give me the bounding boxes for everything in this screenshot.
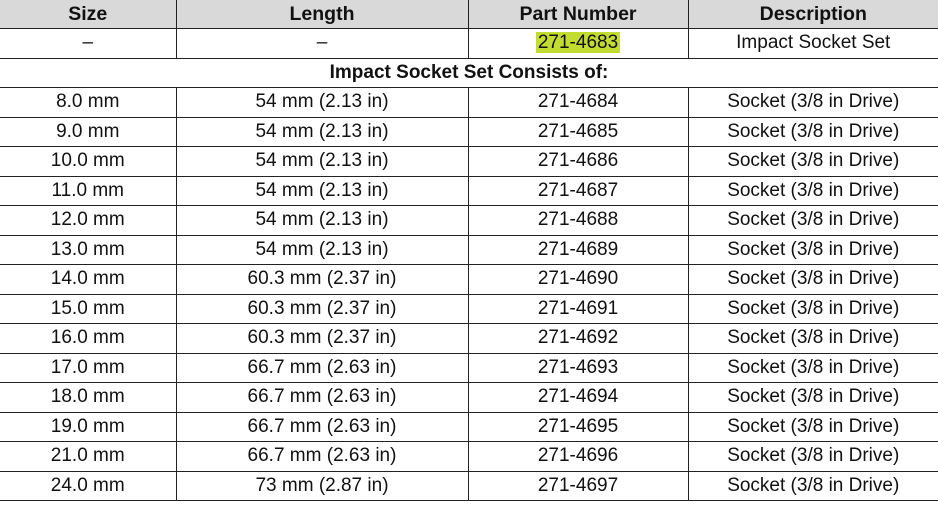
length-cell: 73 mm (2.87 in) [176, 471, 468, 501]
part-number-cell: 271-4684 [468, 88, 688, 118]
set-row [0, 29, 938, 59]
table-row [0, 88, 938, 118]
table-row [0, 324, 938, 354]
table-body [0, 29, 938, 501]
description-cell: Socket (3/8 in Drive) [688, 206, 938, 236]
table-row [0, 412, 938, 442]
table-row [0, 265, 938, 295]
part-number-cell: 271-4685 [468, 117, 688, 147]
size-cell: 21.0 mm [0, 442, 176, 472]
table-row [0, 294, 938, 324]
header-description: Description [688, 0, 938, 29]
part-number-cell: 271-4693 [468, 353, 688, 383]
description-cell: Socket (3/8 in Drive) [688, 324, 938, 354]
part-number-cell: 271-4691 [468, 294, 688, 324]
table-row [0, 235, 938, 265]
description-cell: Socket (3/8 in Drive) [688, 471, 938, 501]
part-number-cell: 271-4694 [468, 383, 688, 413]
table-row [0, 147, 938, 177]
size-cell: 9.0 mm [0, 117, 176, 147]
size-cell: 14.0 mm [0, 265, 176, 295]
size-cell: 12.0 mm [0, 206, 176, 236]
table-row [0, 117, 938, 147]
size-cell: 19.0 mm [0, 412, 176, 442]
size-cell: 10.0 mm [0, 147, 176, 177]
section-title: Impact Socket Set Consists of: [0, 58, 938, 88]
table-row [0, 471, 938, 501]
description-cell: Socket (3/8 in Drive) [688, 235, 938, 265]
length-cell: 54 mm (2.13 in) [176, 147, 468, 177]
header-length: Length [176, 0, 468, 29]
length-cell: 60.3 mm (2.37 in) [176, 294, 468, 324]
length-cell: 66.7 mm (2.63 in) [176, 412, 468, 442]
set-part-number-cell [468, 29, 688, 59]
part-number-cell: 271-4686 [468, 147, 688, 177]
table-row [0, 206, 938, 236]
description-cell: Socket (3/8 in Drive) [688, 265, 938, 295]
table-row [0, 176, 938, 206]
set-size-cell: – [0, 29, 176, 59]
part-number-cell: 271-4687 [468, 176, 688, 206]
header-part-number: Part Number [468, 0, 688, 29]
table-row [0, 383, 938, 413]
section-row [0, 58, 938, 88]
part-number-cell: 271-4690 [468, 265, 688, 295]
length-cell: 66.7 mm (2.63 in) [176, 383, 468, 413]
size-cell: 8.0 mm [0, 88, 176, 118]
description-cell: Socket (3/8 in Drive) [688, 353, 938, 383]
length-cell: 54 mm (2.13 in) [176, 176, 468, 206]
header-size: Size [0, 0, 176, 29]
set-length-cell: – [176, 29, 468, 59]
size-cell: 24.0 mm [0, 471, 176, 501]
part-number-cell: 271-4697 [468, 471, 688, 501]
table-row [0, 442, 938, 472]
part-number-cell: 271-4688 [468, 206, 688, 236]
description-cell: Socket (3/8 in Drive) [688, 117, 938, 147]
part-number-cell: 271-4689 [468, 235, 688, 265]
set-description-cell: Impact Socket Set [688, 29, 938, 59]
length-cell: 54 mm (2.13 in) [176, 88, 468, 118]
size-cell: 11.0 mm [0, 176, 176, 206]
description-cell: Socket (3/8 in Drive) [688, 442, 938, 472]
table-header [0, 0, 938, 29]
set-part-number-highlight: 271-4683 [537, 32, 619, 54]
size-cell: 13.0 mm [0, 235, 176, 265]
part-number-cell: 271-4692 [468, 324, 688, 354]
description-cell: Socket (3/8 in Drive) [688, 383, 938, 413]
part-number-cell: 271-4695 [468, 412, 688, 442]
length-cell: 54 mm (2.13 in) [176, 117, 468, 147]
description-cell: Socket (3/8 in Drive) [688, 294, 938, 324]
length-cell: 60.3 mm (2.37 in) [176, 324, 468, 354]
header-row [0, 0, 938, 29]
description-cell: Socket (3/8 in Drive) [688, 147, 938, 177]
description-cell: Socket (3/8 in Drive) [688, 412, 938, 442]
length-cell: 66.7 mm (2.63 in) [176, 442, 468, 472]
size-cell: 15.0 mm [0, 294, 176, 324]
length-cell: 60.3 mm (2.37 in) [176, 265, 468, 295]
length-cell: 54 mm (2.13 in) [176, 206, 468, 236]
length-cell: 66.7 mm (2.63 in) [176, 353, 468, 383]
size-cell: 17.0 mm [0, 353, 176, 383]
part-number-cell: 271-4696 [468, 442, 688, 472]
length-cell: 54 mm (2.13 in) [176, 235, 468, 265]
size-cell: 16.0 mm [0, 324, 176, 354]
description-cell: Socket (3/8 in Drive) [688, 176, 938, 206]
description-cell: Socket (3/8 in Drive) [688, 88, 938, 118]
size-cell: 18.0 mm [0, 383, 176, 413]
table-row [0, 353, 938, 383]
